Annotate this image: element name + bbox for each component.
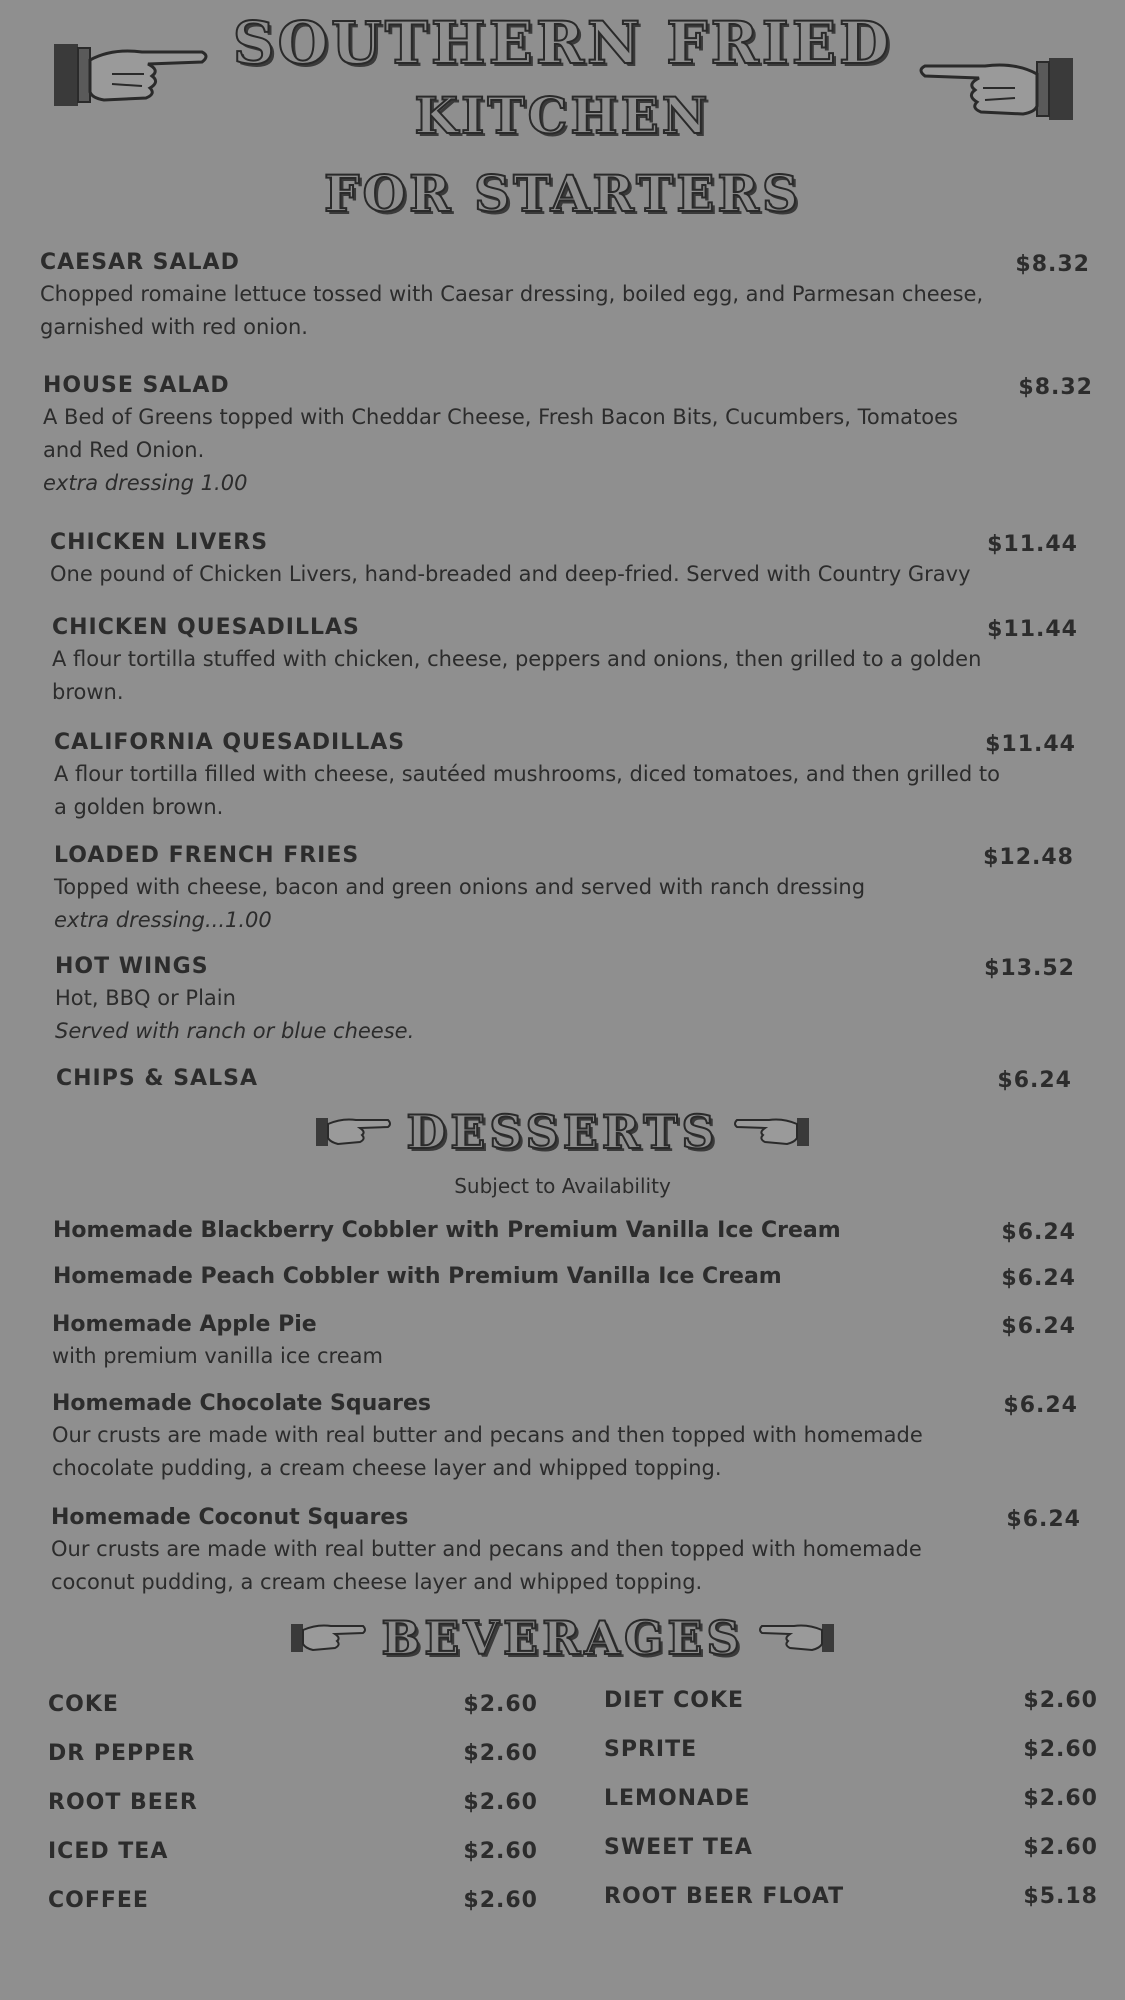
beverage-row <box>604 1686 1098 1735</box>
beverage-name: SWEET TEA <box>604 1835 753 1860</box>
beverage-row <box>48 1739 538 1788</box>
beverage-price: $2.60 <box>463 1741 538 1766</box>
beverage-price: $2.60 <box>463 1692 538 1717</box>
beverage-row <box>604 1784 1098 1833</box>
desserts-subtitle: Subject to Availability <box>454 1174 671 1198</box>
desserts-title: DESSERTS <box>406 1105 719 1159</box>
beverage-row <box>604 1882 1098 1931</box>
item-price: $6.24 <box>997 1068 1072 1093</box>
item-name: CHICKEN QUESADILLAS <box>52 615 360 640</box>
beverage-name: LEMONADE <box>604 1786 751 1811</box>
item-price: $6.24 <box>1001 1314 1076 1339</box>
item-price: $12.48 <box>983 845 1074 870</box>
beverage-name: DR PEPPER <box>48 1741 196 1766</box>
beverage-name: ROOT BEER FLOAT <box>604 1884 845 1909</box>
menu-item <box>40 248 1090 344</box>
beverage-row <box>48 1690 538 1739</box>
item-name: CHICKEN LIVERS <box>50 530 269 555</box>
beverage-price: $2.60 <box>1023 1737 1098 1762</box>
item-price: $8.32 <box>1018 375 1093 400</box>
pointing-hand-right-icon <box>316 1108 392 1164</box>
item-price: $6.24 <box>1001 1220 1076 1245</box>
menu-item <box>56 1064 1072 1094</box>
item-price: $6.24 <box>1001 1266 1076 1291</box>
menu-item <box>54 841 1074 937</box>
beverage-name: DIET COKE <box>604 1688 745 1713</box>
beverage-name: COFFEE <box>48 1888 149 1913</box>
item-price: $6.24 <box>1003 1393 1078 1418</box>
item-description: with premium vanilla ice cream <box>52 1344 383 1368</box>
item-name: CALIFORNIA QUESADILLAS <box>54 730 406 755</box>
starters-heading: FOR STARTERS <box>323 164 802 223</box>
restaurant-name-line1: SOUTHERN FRIED <box>232 9 893 77</box>
beverage-name: ROOT BEER <box>48 1790 198 1815</box>
beverage-price: $5.18 <box>1023 1884 1098 1909</box>
menu-item <box>51 1503 1081 1599</box>
menu-item <box>52 1310 1076 1373</box>
item-name: CAESAR SALAD <box>40 250 240 275</box>
item-note: extra dressing 1.00 <box>43 471 248 495</box>
beverage-name: COKE <box>48 1692 119 1717</box>
beverages-title: BEVERAGES <box>381 1611 744 1665</box>
desserts-heading <box>0 1104 1125 1164</box>
menu-item <box>53 1262 1076 1292</box>
item-description: Our crusts are made with real butter and pecans and then topped with homemade coconut pudding, a cream cheese layer and whipped topping. <box>51 1537 922 1594</box>
beverage-name: ICED TEA <box>48 1839 169 1864</box>
beverages-right-column <box>604 1686 1098 1931</box>
beverage-row <box>48 1886 538 1935</box>
item-name: Homemade Chocolate Squares <box>52 1391 431 1416</box>
menu-item <box>53 1216 1076 1246</box>
menu-item <box>52 613 1078 709</box>
item-name: LOADED FRENCH FRIES <box>54 843 360 868</box>
item-name: CHIPS & SALSA <box>56 1066 258 1091</box>
item-description: Topped with cheese, bacon and green onions and served with ranch dressing <box>54 875 866 899</box>
item-description: A flour tortilla filled with cheese, sautéed mushrooms, diced tomatoes, and then grilled to a golden brown. <box>54 762 1000 819</box>
item-name: Homemade Blackberry Cobbler with Premium Vanilla Ice Cream <box>53 1218 841 1243</box>
pointing-hand-right-icon <box>291 1614 367 1670</box>
beverage-price: $2.60 <box>1023 1835 1098 1860</box>
item-description: One pound of Chicken Livers, hand-breaded and deep-fried. Served with Country Gravy <box>50 562 971 586</box>
menu-item <box>55 952 1075 1048</box>
item-description: Our crusts are made with real butter and pecans and then topped with homemade chocolate pudding, a cream cheese layer and whipped topping. <box>52 1423 923 1480</box>
beverage-row <box>48 1837 538 1886</box>
menu-item <box>52 1389 1078 1485</box>
item-price: $11.44 <box>985 732 1076 757</box>
beverage-row <box>48 1788 538 1837</box>
pointing-hand-left-icon <box>733 1108 809 1164</box>
beverages-heading <box>0 1610 1125 1670</box>
beverage-price: $2.60 <box>1023 1786 1098 1811</box>
beverage-price: $2.60 <box>463 1888 538 1913</box>
item-name: Homemade Coconut Squares <box>51 1505 409 1530</box>
beverage-price: $2.60 <box>463 1839 538 1864</box>
beverages-left-column <box>48 1690 538 1935</box>
item-price: $11.44 <box>987 617 1078 642</box>
item-description: Hot, BBQ or Plain <box>55 986 236 1010</box>
item-price: $6.24 <box>1006 1507 1081 1532</box>
restaurant-name-line2: KITCHEN <box>414 86 711 145</box>
beverage-row <box>604 1833 1098 1882</box>
item-price: $8.32 <box>1015 252 1090 277</box>
item-name: Homemade Apple Pie <box>52 1312 317 1337</box>
item-name: HOUSE SALAD <box>43 373 230 398</box>
menu-item <box>50 528 1078 591</box>
menu-item <box>54 728 1076 824</box>
item-name: Homemade Peach Cobbler with Premium Vanilla Ice Cream <box>53 1264 782 1289</box>
item-description: Chopped romaine lettuce tossed with Caesar dressing, boiled egg, and Parmesan cheese, garnished with red onion. <box>40 282 984 339</box>
item-note: Served with ranch or blue cheese. <box>55 1019 415 1043</box>
pointing-hand-left-icon <box>758 1614 834 1670</box>
item-price: $13.52 <box>984 956 1075 981</box>
item-description: A Bed of Greens topped with Cheddar Cheese, Fresh Bacon Bits, Cucumbers, Tomatoes and Red Onion. <box>43 405 958 462</box>
beverage-row <box>604 1735 1098 1784</box>
item-name: HOT WINGS <box>55 954 209 979</box>
item-description: A flour tortilla stuffed with chicken, cheese, peppers and onions, then grilled to a golden brown. <box>52 647 982 704</box>
beverage-price: $2.60 <box>463 1790 538 1815</box>
beverage-name: SPRITE <box>604 1737 698 1762</box>
item-price: $11.44 <box>987 532 1078 557</box>
item-note: extra dressing...1.00 <box>54 908 272 932</box>
beverage-price: $2.60 <box>1023 1688 1098 1713</box>
menu-item <box>43 371 1093 500</box>
